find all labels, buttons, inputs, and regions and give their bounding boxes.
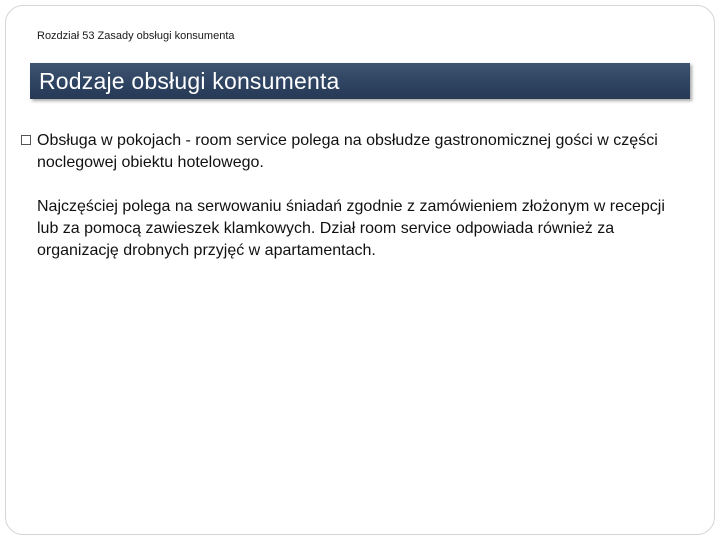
chapter-header: Rozdział 53 Zasady obsługi konsumenta bbox=[37, 30, 235, 42]
slide-title: Rodzaje obsługi konsumenta bbox=[39, 68, 340, 94]
slide-content bbox=[20, 130, 680, 262]
bullet-item bbox=[20, 130, 680, 262]
bullet-paragraph-2: Najczęściej polega na serwowaniu śniadań zgodnie z zamówieniem złożonym w recepcji lub za pomocą zawieszek klamkowych. Dział room service odpowiada również za organizację drobnych przyjęć w apartamentach. bbox=[37, 198, 665, 259]
square-bullet-icon bbox=[21, 135, 31, 145]
bullet-paragraph-1: Obsługa w pokojach - room service polega na obsłudze gastronomicznej gości w części noclegowej obiektu hotelowego. bbox=[37, 132, 658, 171]
title-bar bbox=[30, 63, 690, 99]
